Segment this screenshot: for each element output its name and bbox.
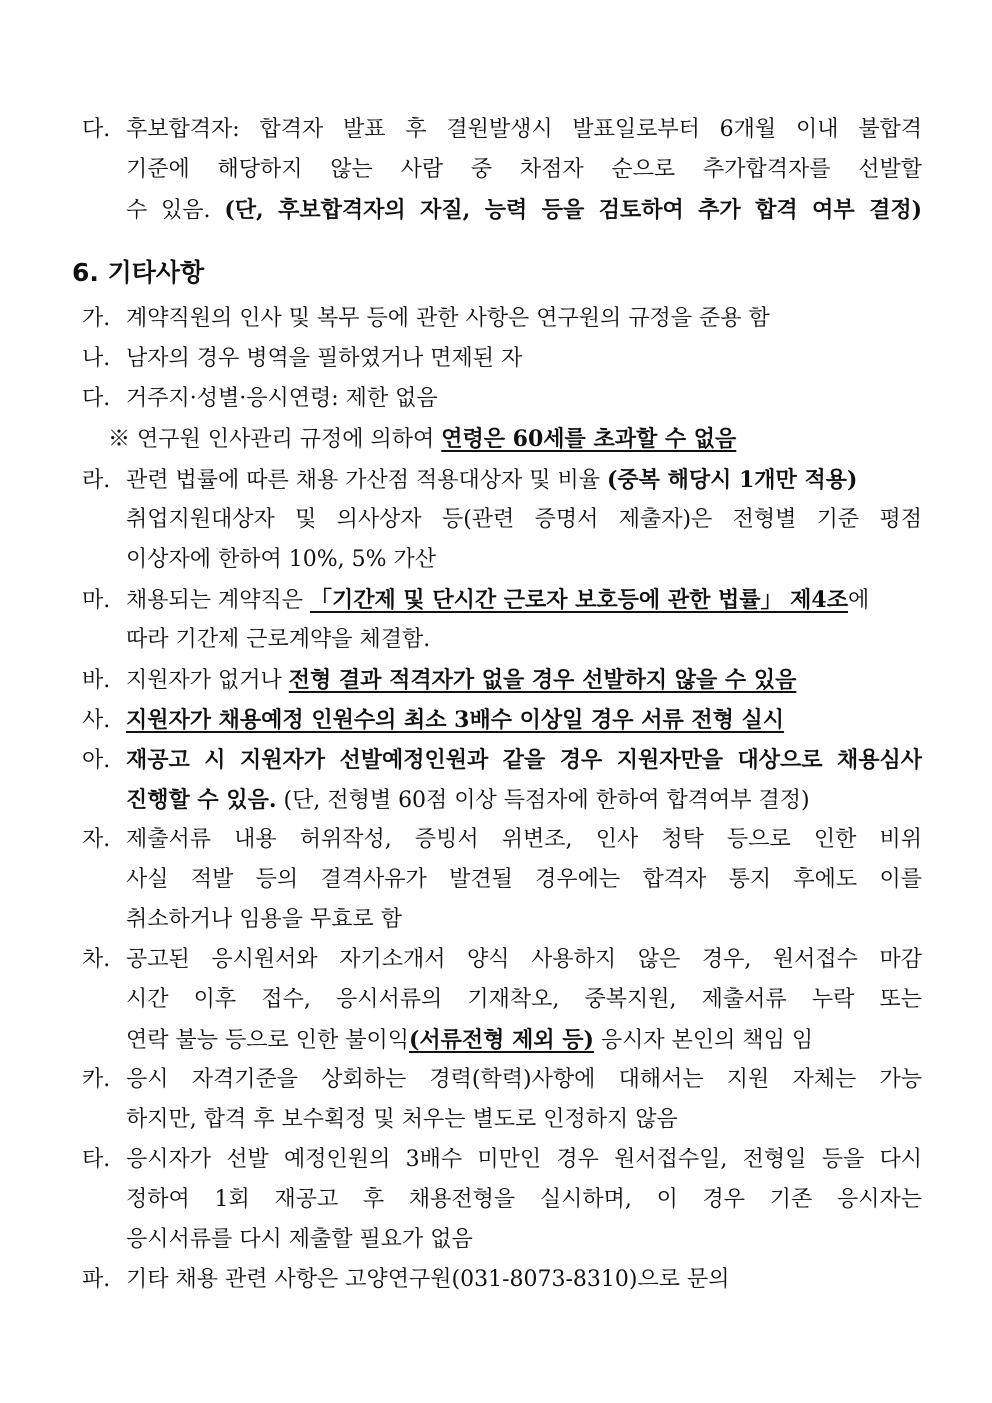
item-marker: 다. [82,386,111,411]
bold-note: (단, 후보합격자의 자질, 능력 등을 검토하여 추가 합격 여부 결정) [224,197,922,223]
item-line: 사실 적발 등의 결격사유가 발견될 경우에는 합격자 통지 후에도 이를 [126,867,922,892]
item-ra: 라. 관련 법률에 따른 채용 가산점 적용대상자 및 비율 (중복 해당시 1개만 적용) 취업지원대상자 및 의사상자 등(관련 증명서 제출자)은 전형별 기준 평점 이상자에 한하여 10%, 5% 가산 [82,460,922,580]
item-line: 이상자에 한하여 10%, 5% 가산 [126,547,437,572]
item-marker: 라. [82,468,111,493]
item-line: 취소하거나 임용을 무효로 함 [126,907,403,932]
item-line: 시간 이후 접수, 응시서류의 기재착오, 중복지원, 제출서류 누락 또는 [126,987,922,1012]
item-marker: 타. [82,1147,111,1172]
bold-note: (중복 해당시 1개만 적용) [607,467,858,493]
item-line: 취업지원대상자 및 의사상자 등(관련 증명서 제출자)은 전형별 기준 평점 [126,507,922,532]
item-marker: 마. [82,588,111,613]
item-da: 다. 거주지·성별·응시연령: 제한 없음 [82,379,922,419]
item-ka: 카. 응시 자격기준을 상회하는 경력(학력)사항에 대해서는 지원 자체는 가능 하지만, 합격 후 보수획정 및 처우는 별도로 인정하지 않음 [82,1060,922,1140]
item-marker: 나. [82,346,111,371]
item-marker: 파. [82,1267,111,1292]
item-ba: 바. 지원자가 없거나 전형 결과 적격자가 없을 경우 선발하지 않을 수 있음 [82,660,922,700]
item-marker: 사. [82,708,111,733]
item-sa [82,700,922,740]
item-line: 수 있음. (단, 후보합격자의 자질, 능력 등을 검토하여 추가 합격 여부 결정) [126,197,922,223]
item-marker: 다. [82,117,111,142]
item-marker: 자. [82,827,111,852]
underlined-emphasis: (서류전형 제외 등) [409,1027,594,1053]
item-pa: 파. 기타 채용 관련 사항은 고양연구원(031-8073-8310)으로 문의 [82,1260,922,1300]
underlined-emphasis: 연령은 60세를 초과할 수 없음 [441,426,737,452]
item-marker: 아. [82,748,111,773]
item-line: 정하여 1회 재공고 후 채용전형을 실시하며, 이 경우 기존 응시자는 [126,1187,922,1212]
item-marker: 가. [82,306,111,331]
item-marker: 카. [82,1067,111,1092]
law-reference: 「기간제 및 단시간 근로자 보호등에 관한 법률」 제4조 [310,587,848,613]
item-da-candidate [82,110,922,230]
item-ga: 가. 계약직원의 인사 및 복무 등에 관한 사항은 연구원의 규정을 준용 함 [82,299,922,339]
item-line: 기준에 해당하지 않는 사람 중 차점자 순으로 추가합격자를 선발할 [126,157,922,182]
item-line: 진행할 수 있음. (단, 전형별 60점 이상 득점자에 한하여 합격여부 결정) [126,787,810,813]
item-line: 응시서류를 다시 제출할 필요가 없음 [126,1227,473,1252]
item-ma: 마. 채용되는 계약직은 「기간제 및 단시간 근로자 보호등에 관한 법률」 제4조에 따라 기간제 근로계약을 체결함. [82,580,922,660]
item-marker: 차. [82,947,111,972]
item-line: 다. 후보합격자: 합격자 발표 후 결원발생시 발표일로부터 6개월 이내 불합격 [82,110,922,150]
section-heading: 6. 기타사항 [72,258,205,287]
underlined-emphasis: 전형 결과 적격자가 없을 경우 선발하지 않을 수 있음 [288,667,797,693]
item-cha: 차. 공고된 응시원서와 자기소개서 양식 사용하지 않은 경우, 원서접수 마감 시간 이후 접수, 응시서류의 기재착오, 중복지원, 제출서류 누락 또는 연락 불능 등으로 인한 불이익(서류전형 제외 등) 응시자 본인의 책임 임 [82,940,922,1060]
item-marker: 바. [82,668,111,693]
underlined-emphasis: 지원자가 채용예정 인원수의 최소 3배수 이상일 경우 서류 전형 실시 [126,707,785,733]
item-line: 하지만, 합격 후 보수획정 및 처우는 별도로 인정하지 않음 [126,1107,678,1132]
age-limit-note: ※ 연구원 인사관리 규정에 의하여 연령은 60세를 초과할 수 없음 [108,426,737,452]
item-ja: 자. 제출서류 내용 허위작성, 증빙서 위변조, 인사 청탁 등으로 인한 비위 사실 적발 등의 결격사유가 발견될 경우에는 합격자 통지 후에도 이를 취소하거나 임용을 무효로 함 [82,820,922,940]
item-line: 연락 불능 등으로 인한 불이익(서류전형 제외 등) 응시자 본인의 책임 임 [126,1027,814,1053]
item-na: 나. 남자의 경우 병역을 필하였거나 면제된 자 [82,339,922,379]
item-ta: 타. 응시자가 선발 예정인원의 3배수 미만인 경우 원서접수일, 전형일 등을 다시 정하여 1회 재공고 후 채용전형을 실시하며, 이 경우 기존 응시자는 응시서류를 다시 제출할 필요가 없음 [82,1140,922,1260]
item-line: 따라 기간제 근로계약을 체결함. [126,627,431,652]
item-a: 아. 재공고 시 지원자가 선발예정인원과 같을 경우 지원자만을 대상으로 채용심사 진행할 수 있음. (단, 전형별 60점 이상 득점자에 한하여 합격여부 결정) [82,740,922,820]
